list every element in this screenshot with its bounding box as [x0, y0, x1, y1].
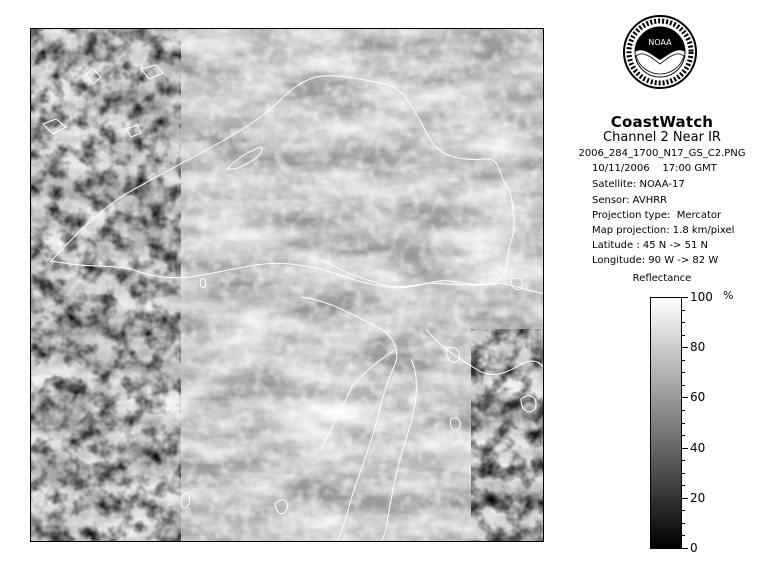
colorbar	[650, 297, 682, 549]
colorbar-tick	[682, 473, 685, 474]
colorbar-title: Reflectance	[632, 273, 692, 284]
colorbar-tick	[682, 548, 688, 549]
colorbar-tick	[682, 510, 685, 511]
colorbar-tick	[682, 297, 688, 298]
noaa-seal-icon	[622, 14, 698, 90]
colorbar-tick-label: 100	[690, 290, 713, 304]
noaa-logo	[622, 14, 698, 90]
noaa-center-text: NOAA	[648, 38, 672, 47]
colorbar-tick-label: 40	[690, 441, 706, 455]
colorbar-tick	[682, 397, 688, 398]
colorbar-tick	[682, 460, 685, 461]
colorbar-tick-label: 80	[690, 340, 706, 354]
colorbar-unit: %	[723, 289, 734, 302]
info-sensor: Sensor: AVHRR	[592, 195, 668, 206]
colorbar-tick	[682, 535, 685, 536]
info-projection-type: Projection type: Mercator	[592, 210, 722, 221]
colorbar-tick	[682, 435, 685, 436]
colorbar-tick	[682, 410, 685, 411]
colorbar-tick	[682, 347, 688, 348]
colorbar-tick	[682, 448, 688, 449]
info-satellite: Satellite: NOAA-17	[592, 179, 685, 190]
satellite-image	[30, 28, 544, 542]
app-title: CoastWatch	[610, 113, 714, 131]
colorbar-tick	[682, 322, 685, 323]
legend-panel	[562, 0, 782, 572]
satellite-map-svg	[31, 29, 544, 542]
colorbar-tick	[682, 485, 685, 486]
info-map-projection: Map projection: 1.8 km/pixel	[592, 225, 735, 236]
channel-subtitle: Channel 2 Near IR	[603, 130, 721, 145]
colorbar-tick	[682, 423, 685, 424]
colorbar-tick	[682, 310, 685, 311]
colorbar-tick	[682, 385, 685, 386]
colorbar-tick	[682, 335, 685, 336]
info-datetime: 10/11/2006 17:00 GMT	[592, 163, 717, 174]
colorbar-tick-label: 60	[690, 390, 706, 404]
colorbar-tick	[682, 360, 685, 361]
colorbar-tick	[682, 523, 685, 524]
colorbar-tick	[682, 372, 685, 373]
info-longitude: Longitude: 90 W -> 82 W	[592, 255, 719, 266]
colorbar-tick	[682, 498, 688, 499]
file-name: 2006_284_1700_N17_GS_C2.PNG	[578, 148, 746, 159]
colorbar-tick-label: 0	[690, 541, 698, 555]
info-latitude: Latitude : 45 N -> 51 N	[592, 240, 708, 251]
colorbar-tick-label: 20	[690, 491, 706, 505]
